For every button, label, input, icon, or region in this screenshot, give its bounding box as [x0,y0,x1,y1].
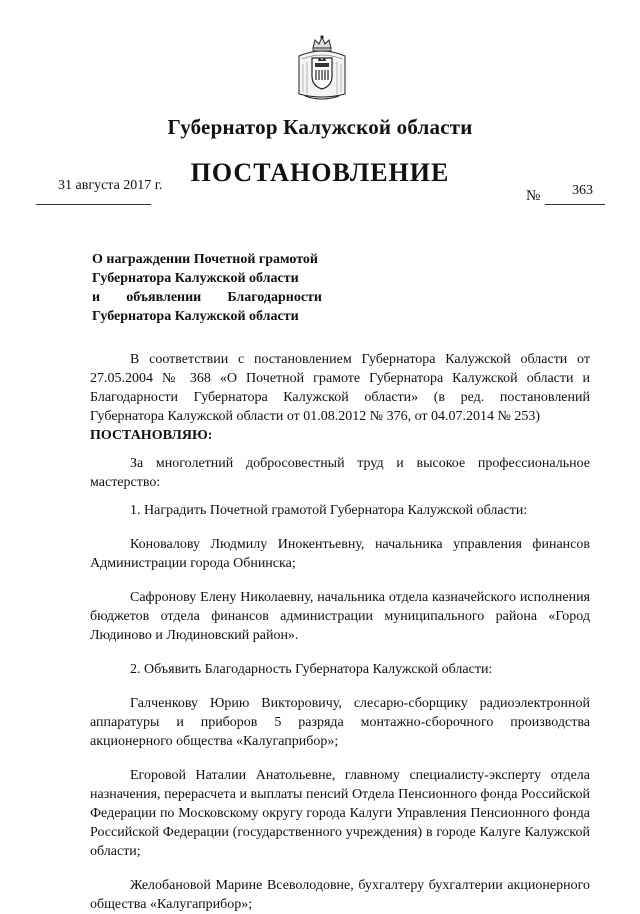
document-type: ПОСТАНОВЛЕНИЕ [190,158,450,187]
number-sign: № [526,188,541,204]
document-date: 31 августа 2017 г. [58,178,163,193]
awardee-konovalova: Коновалову Людмилу Инокентьевну, начальника управления финансов Администрации города Обнинска; [90,537,590,571]
authority-title: Губернатор Калужской области [167,115,473,139]
awardee-galchenkov: Галченкову Юрию Викторовичу, слесарю-сборщику радиоэлектронной аппаратуры и приборов 5 разряда монтажно-сборочного производства акционерного общества «Калугаприбор»; [90,696,590,749]
subject-line: Губернатора Калужской области [92,309,299,324]
number-underline [545,204,605,205]
document-number: 363 [572,183,593,198]
awardee-safronova: Сафронову Елену Николаевну, начальника отдела казначейского исполнения бюджетов отдела финансов администрации муниципального района «Город Людиново и Людиновский район». [90,590,590,643]
awardee-zhelobanova: Желобановой Марине Всеволодовне, бухгалтеру бухгалтерии акционерного общества «Калугаприбор»; [90,878,590,912]
coat-of-arms-icon [295,34,349,102]
subject-line: Губернатора Калужской области [92,271,299,286]
document-body [90,350,590,914]
decree-heading: ПОСТАНОВЛЯЮ: [90,428,213,443]
item-1-paragraph: 1. Наградить Почетной грамотой Губернатора Калужской области: [130,503,528,518]
preamble-paragraph: В соответствии с постановлением Губернатора Калужской области от 27.05.2004 № 368 «О Почетной грамоте Губернатора Калужской области и Благодарности Губернатора Калужской области» (в ред. постановлений Губернатора Калужской области от 01.08.2012 № 376, от 04.07.2014 № 253) [90,352,590,424]
date-underline [36,204,151,205]
item-2-paragraph: 2. Объявить Благодарность Губернатора Калужской области: [130,662,493,677]
subject-line: и объявлении Благодарности [92,290,322,305]
reason-paragraph: За многолетний добросовестный труд и высокое профессиональное мастерство: [90,456,590,490]
awardee-egorova: Егоровой Наталии Анатольевне, главному специалисту-эксперту отдела назначения, перерасчета и выплаты пенсий Отдела Пенсионного фонда Российской Федерации по Московскому округу города Калуги Управления Пенсионного фонда Российской Федерации (государственного учреждения) в городе Калуге Калужской области; [90,768,590,859]
document-subject [92,250,322,326]
subject-line: О награждении Почетной грамотой [92,252,318,267]
